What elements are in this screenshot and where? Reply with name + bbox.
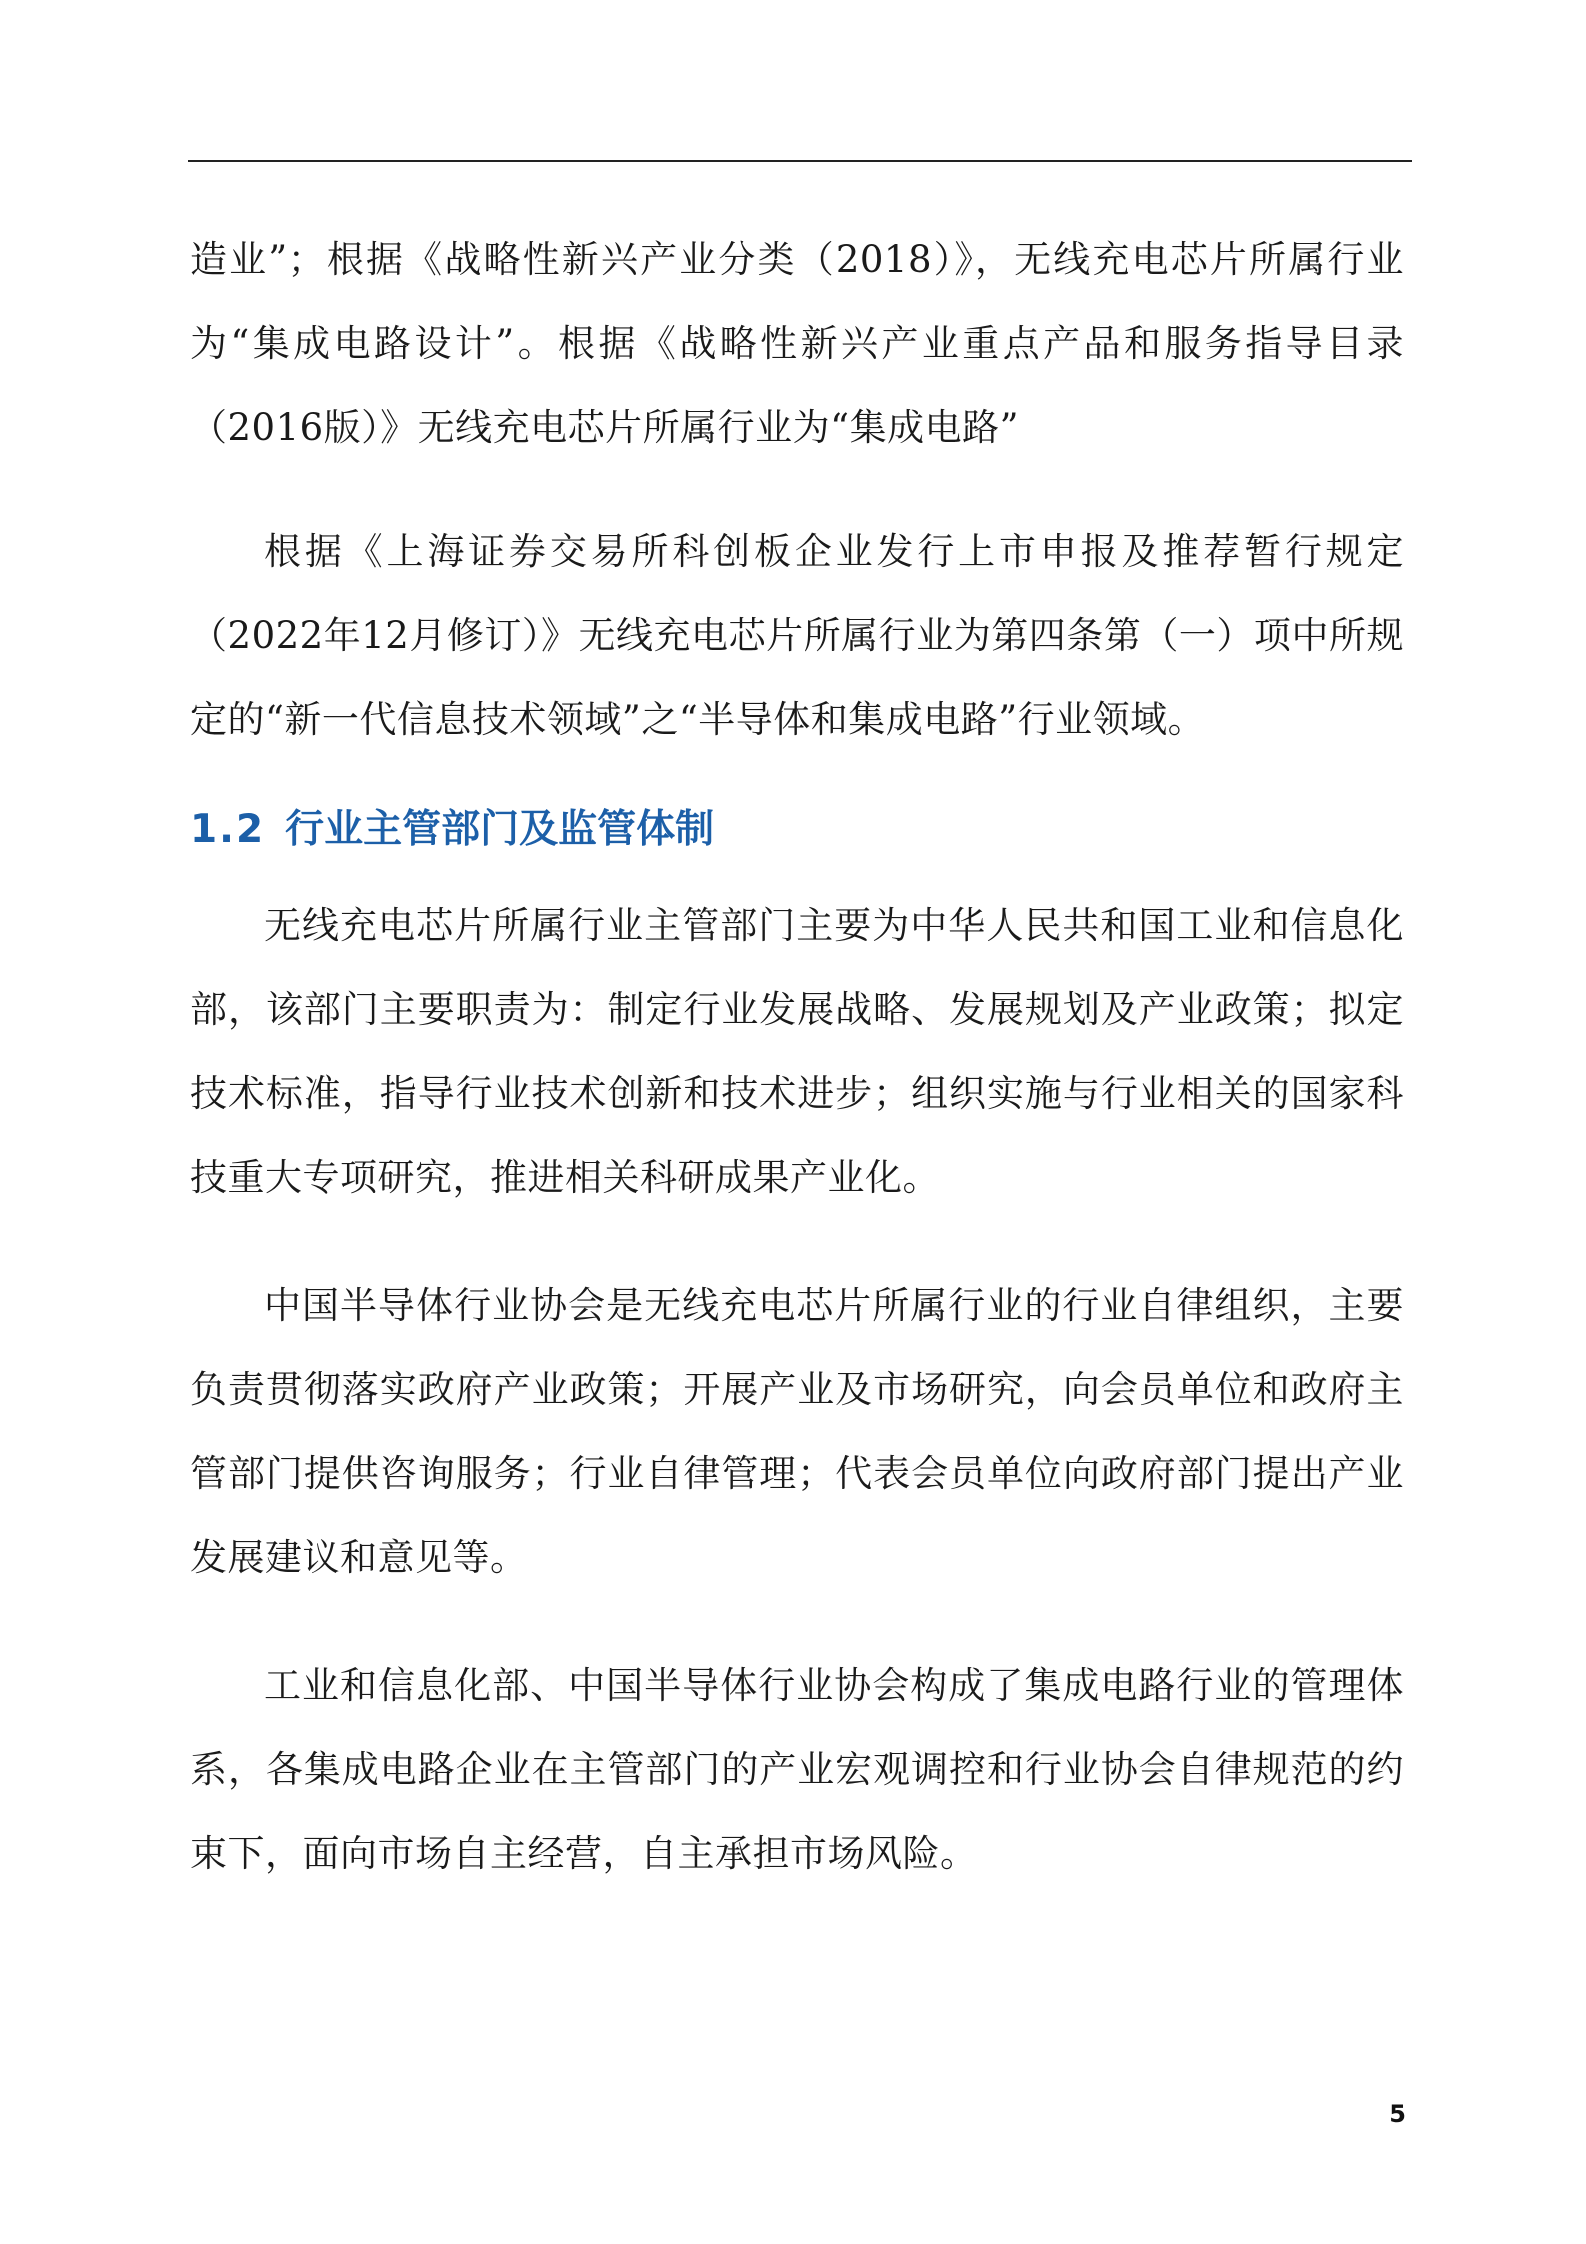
header-rule: [188, 160, 1412, 162]
section-heading: [190, 788, 1404, 872]
paragraph-industry-association: 中国半导体行业协会是无线充电芯片所属行业的行业自律组织，主要负责贯彻落实政府产业政策；开展产业及市场研究，向会员单位和政府主管部门提供咨询服务；行业自律管理；代表会员单位向政府部门提出产业发展建议和意见等。: [190, 1284, 1404, 1579]
paragraph-star-market-classification: 根据《上海证券交易所科创板企业发行上市申报及推荐暂行规定（2022年12月修订）》无线充电芯片所属行业为第四条第（一）项中所规定的“新一代信息技术领域”之“半导体和集成电路”行业领域。: [190, 530, 1404, 741]
page-number: 5: [1389, 2100, 1406, 2128]
paragraph-regulator: 无线充电芯片所属行业主管部门主要为中华人民共和国工业和信息化部，该部门主要职责为：制定行业发展战略、发展规划及产业政策；拟定技术标准，指导行业技术创新和技术进步；组织实施与行业相关的国家科技重大专项研究，推进相关科研成果产业化。: [190, 904, 1404, 1199]
paragraph-continuation: 造业”；根据《战略性新兴产业分类（2018）》，无线充电芯片所属行业为“集成电路设计”。根据《战略性新兴产业重点产品和服务指导目录（2016版）》无线充电芯片所属行业为“集成电路”: [190, 238, 1404, 449]
document-body: [190, 218, 1404, 1896]
section-number: 1.2: [190, 807, 266, 852]
paragraph-management-system: 工业和信息化部、中国半导体行业协会构成了集成电路行业的管理体系，各集成电路企业在主管部门的产业宏观调控和行业协会自律规范的约束下，面向市场自主经营，自主承担市场风险。: [190, 1664, 1404, 1875]
section-title: 行业主管部门及监管体制: [285, 807, 715, 852]
